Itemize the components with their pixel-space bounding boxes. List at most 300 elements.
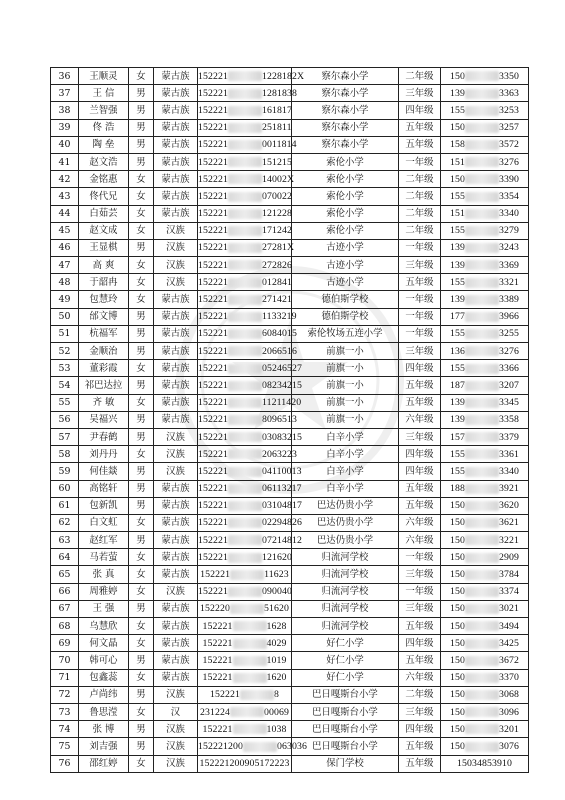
- student-name-cell: 金铭惠: [79, 171, 129, 188]
- id-number-cell: [198, 394, 302, 411]
- phone-cell-prefix: 139: [450, 294, 465, 306]
- id-number-cell: [198, 755, 292, 772]
- id-number-cell-prefix: 152221200905172223: [199, 758, 290, 770]
- ethnicity-cell: 蒙古族: [154, 566, 198, 583]
- school-cell: 索伦小学: [292, 171, 399, 188]
- redaction-blur: [465, 123, 499, 133]
- school-cell: 巴日嘎斯台小学: [292, 721, 399, 738]
- redaction-blur: [228, 123, 262, 133]
- redaction-blur: [228, 106, 262, 116]
- grade-cell: 五年级: [399, 274, 441, 291]
- table-row: [51, 257, 529, 274]
- gender-cell: 女: [129, 68, 154, 85]
- table-row: [51, 102, 529, 119]
- grade-cell: 五年级: [399, 377, 441, 394]
- row-number-cell: 74: [51, 721, 79, 738]
- id-number-cell-prefix: 152221: [198, 465, 228, 477]
- ethnicity-cell: 蒙古族: [154, 85, 198, 102]
- student-name-cell: 周雅婷: [79, 583, 129, 600]
- grade-cell: 四年级: [399, 721, 441, 738]
- phone-cell: [441, 755, 529, 772]
- school-cell: 古迹小学: [292, 257, 399, 274]
- table-row: [51, 153, 529, 170]
- gender-cell: 男: [129, 686, 154, 703]
- student-name-cell: 马若萤: [79, 549, 129, 566]
- phone-cell: [441, 291, 529, 308]
- id-number-cell: [198, 188, 292, 205]
- gender-cell: 女: [129, 618, 154, 635]
- table-row: [51, 738, 529, 755]
- grade-cell: 一年级: [399, 291, 441, 308]
- gender-cell: 男: [129, 480, 154, 497]
- row-number-cell: 57: [51, 428, 79, 445]
- ethnicity-cell: 汉族: [154, 738, 198, 755]
- phone-cell-prefix: 157: [450, 431, 465, 443]
- gender-cell: 女: [129, 514, 154, 531]
- phone-cell: [441, 102, 529, 119]
- row-number-cell: 55: [51, 394, 79, 411]
- student-name-cell: 杭福军: [79, 325, 129, 342]
- redaction-blur: [465, 329, 499, 339]
- student-name-cell: 张 博: [79, 721, 129, 738]
- phone-cell: [441, 377, 529, 394]
- table-row: [51, 377, 529, 394]
- school-cell: 归流河学校: [292, 583, 399, 600]
- redaction-blur: [228, 587, 262, 597]
- student-name-cell: 包慧玲: [79, 291, 129, 308]
- school-cell: 巴日嘎斯台小学: [292, 703, 399, 720]
- id-number-cell-suffix: 151215: [262, 156, 292, 168]
- ethnicity-cell: 蒙古族: [154, 325, 198, 342]
- redaction-blur: [465, 295, 499, 305]
- redaction-blur: [228, 364, 262, 374]
- grade-cell: 五年级: [399, 497, 441, 514]
- phone-cell-prefix: 155: [450, 190, 465, 202]
- phone-cell: [441, 411, 529, 428]
- row-number-cell: 58: [51, 446, 79, 463]
- grade-cell: 二年级: [399, 686, 441, 703]
- id-number-cell-suffix: 271421: [262, 294, 292, 306]
- ethnicity-cell: 蒙古族: [154, 188, 198, 205]
- school-cell: 好仁小学: [292, 669, 399, 686]
- phone-cell-prefix: 155: [450, 448, 465, 460]
- redaction-blur: [465, 707, 499, 717]
- redaction-blur: [228, 192, 262, 202]
- table-row: [51, 755, 529, 772]
- id-number-cell: [198, 411, 297, 428]
- redaction-blur: [465, 209, 499, 219]
- school-cell: 白辛小学: [292, 480, 399, 497]
- redaction-blur: [465, 570, 499, 580]
- gender-cell: 男: [129, 721, 154, 738]
- id-number-cell-suffix: 1038: [266, 723, 287, 735]
- ethnicity-cell: 汉族: [154, 583, 198, 600]
- student-name-cell: 陶 垒: [79, 136, 129, 153]
- phone-cell-prefix: 150: [450, 603, 465, 615]
- id-number-cell-suffix: 012841: [262, 276, 292, 288]
- row-number-cell: 64: [51, 549, 79, 566]
- student-name-cell: 卢尚纬: [79, 686, 129, 703]
- redaction-blur: [228, 381, 262, 391]
- id-number-cell-prefix: 152221: [198, 431, 228, 443]
- phone-cell: [441, 600, 529, 617]
- redaction-blur: [465, 226, 499, 236]
- student-name-cell: 尹春鹤: [79, 428, 129, 445]
- phone-cell-suffix: 3363: [499, 87, 519, 99]
- row-number-cell: 66: [51, 583, 79, 600]
- id-number-cell: [198, 428, 302, 445]
- phone-cell-suffix: 3201: [499, 723, 519, 735]
- id-number-cell-suffix: 2063223: [262, 448, 297, 460]
- phone-cell-prefix: 150: [450, 586, 465, 598]
- row-number-cell: 44: [51, 205, 79, 222]
- phone-cell: [441, 549, 529, 566]
- student-name-cell: 赵文浩: [79, 153, 129, 170]
- student-name-cell: 何佳燚: [79, 463, 129, 480]
- id-number-cell: [198, 652, 292, 669]
- row-number-cell: 36: [51, 68, 79, 85]
- redaction-blur: [233, 621, 267, 631]
- school-cell: 索伦小学: [292, 153, 399, 170]
- redaction-blur: [228, 518, 262, 528]
- table-row: [51, 119, 529, 136]
- redaction-blur: [465, 639, 499, 649]
- redaction-blur: [465, 673, 499, 683]
- school-cell: 归流河学校: [292, 600, 399, 617]
- redaction-blur: [465, 467, 499, 477]
- table-row: [51, 68, 529, 85]
- table-row: [51, 721, 529, 738]
- row-number-cell: 76: [51, 755, 79, 772]
- id-number-cell-prefix: 152221: [198, 190, 228, 202]
- id-number-cell: [198, 497, 302, 514]
- id-number-cell-prefix: 152221: [198, 311, 228, 323]
- school-cell: 归流河学校: [292, 566, 399, 583]
- table-row: [51, 222, 529, 239]
- id-number-cell-suffix: 11211420: [262, 397, 302, 409]
- id-number-cell-prefix: 152221: [202, 723, 233, 735]
- phone-cell: [441, 635, 529, 652]
- gender-cell: 女: [129, 549, 154, 566]
- gender-cell: 男: [129, 85, 154, 102]
- redaction-blur: [230, 604, 264, 614]
- ethnicity-cell: 蒙古族: [154, 308, 198, 325]
- ethnicity-cell: 蒙古族: [154, 549, 198, 566]
- redaction-blur: [465, 278, 499, 288]
- gender-cell: 女: [129, 360, 154, 377]
- table-row: [51, 308, 529, 325]
- gender-cell: 女: [129, 669, 154, 686]
- gender-cell: 男: [129, 239, 154, 256]
- table-row: [51, 669, 529, 686]
- redaction-blur: [230, 707, 264, 717]
- student-name-cell: 赵红军: [79, 532, 129, 549]
- redaction-blur: [228, 553, 262, 563]
- row-number-cell: 70: [51, 652, 79, 669]
- id-number-cell-prefix: 152221: [198, 276, 228, 288]
- id-number-cell-prefix: 152221: [198, 397, 228, 409]
- redaction-blur: [228, 484, 262, 494]
- phone-cell-prefix: 150: [450, 122, 465, 134]
- table-row: [51, 652, 529, 669]
- school-cell: 白辛小学: [292, 446, 399, 463]
- id-number-cell: [198, 532, 302, 549]
- phone-cell-prefix: 15034853910: [457, 758, 512, 770]
- id-number-cell-suffix: 02294826: [262, 517, 302, 529]
- row-number-cell: 56: [51, 411, 79, 428]
- row-number-cell: 63: [51, 532, 79, 549]
- ethnicity-cell: 蒙古族: [154, 205, 198, 222]
- phone-cell-prefix: 150: [450, 551, 465, 563]
- student-name-cell: 金顺治: [79, 343, 129, 360]
- id-number-cell-prefix: 152221: [198, 379, 228, 391]
- row-number-cell: 47: [51, 257, 79, 274]
- grade-cell: 五年级: [399, 480, 441, 497]
- student-name-cell: 鲁思滢: [79, 703, 129, 720]
- ethnicity-cell: 蒙古族: [154, 480, 198, 497]
- gender-cell: 男: [129, 652, 154, 669]
- redaction-blur: [230, 570, 264, 580]
- phone-cell: [441, 566, 529, 583]
- redaction-blur: [228, 278, 262, 288]
- grade-cell: 六年级: [399, 669, 441, 686]
- id-number-cell: [198, 119, 292, 136]
- phone-cell: [441, 325, 529, 342]
- row-number-cell: 67: [51, 600, 79, 617]
- phone-cell-prefix: 155: [450, 104, 465, 116]
- phone-cell-prefix: 155: [450, 362, 465, 374]
- table-row: [51, 635, 529, 652]
- id-number-cell-suffix: 1620: [266, 672, 287, 684]
- phone-cell-prefix: 177: [450, 311, 465, 323]
- row-number-cell: 49: [51, 291, 79, 308]
- phone-cell-prefix: 150: [450, 620, 465, 632]
- phone-cell-prefix: 155: [450, 465, 465, 477]
- phone-cell-prefix: 150: [450, 672, 465, 684]
- phone-cell-suffix: 3784: [499, 569, 519, 581]
- grade-cell: 二年级: [399, 222, 441, 239]
- school-cell: 索伦小学: [292, 222, 399, 239]
- redaction-blur: [233, 656, 267, 666]
- redaction-blur: [465, 312, 499, 322]
- ethnicity-cell: 蒙古族: [154, 136, 198, 153]
- phone-cell: [441, 343, 529, 360]
- school-cell: 巴日嘎斯台小学: [292, 738, 399, 755]
- phone-cell-suffix: 3374: [499, 586, 519, 598]
- gender-cell: 女: [129, 257, 154, 274]
- row-number-cell: 38: [51, 102, 79, 119]
- phone-cell: [441, 686, 529, 703]
- id-number-cell: [198, 738, 307, 755]
- phone-cell: [441, 274, 529, 291]
- id-number-cell: [198, 480, 302, 497]
- school-cell: 前旗一小: [292, 394, 399, 411]
- id-number-cell: [198, 377, 302, 394]
- school-cell: 归流河学校: [292, 549, 399, 566]
- ethnicity-cell: 蒙古族: [154, 514, 198, 531]
- redaction-blur: [465, 604, 499, 614]
- row-number-cell: 54: [51, 377, 79, 394]
- id-number-cell-prefix: 152221: [198, 500, 228, 512]
- student-roster-table: [50, 67, 529, 773]
- phone-cell-suffix: 3021: [499, 603, 519, 615]
- student-name-cell: 张 真: [79, 566, 129, 583]
- id-number-cell: [198, 703, 292, 720]
- row-number-cell: 59: [51, 463, 79, 480]
- row-number-cell: 52: [51, 343, 79, 360]
- ethnicity-cell: 汉族: [154, 257, 198, 274]
- ethnicity-cell: 蒙古族: [154, 635, 198, 652]
- id-number-cell: [198, 514, 302, 531]
- phone-cell-prefix: 150: [450, 569, 465, 581]
- grade-cell: 三年级: [399, 600, 441, 617]
- gender-cell: 女: [129, 755, 154, 772]
- ethnicity-cell: 蒙古族: [154, 153, 198, 170]
- redaction-blur: [228, 329, 262, 339]
- grade-cell: 五年级: [399, 652, 441, 669]
- id-number-cell: [198, 721, 292, 738]
- redaction-blur: [228, 398, 262, 408]
- row-number-cell: 60: [51, 480, 79, 497]
- school-cell: 索伦牧场五连小学: [292, 325, 399, 342]
- student-name-cell: 邵红婷: [79, 755, 129, 772]
- gender-cell: 男: [129, 497, 154, 514]
- phone-cell-prefix: 139: [450, 414, 465, 426]
- ethnicity-cell: 汉族: [154, 755, 198, 772]
- ethnicity-cell: 蒙古族: [154, 343, 198, 360]
- gender-cell: 女: [129, 222, 154, 239]
- redaction-blur: [465, 724, 499, 734]
- student-name-cell: 高铭轩: [79, 480, 129, 497]
- id-number-cell-suffix: 272826: [262, 259, 292, 271]
- phone-cell-suffix: 3621: [499, 517, 519, 529]
- grade-cell: 四年级: [399, 446, 441, 463]
- gender-cell: 女: [129, 635, 154, 652]
- table-row: [51, 463, 529, 480]
- id-number-cell-prefix: 152220: [200, 603, 230, 615]
- redaction-blur: [228, 415, 262, 425]
- gender-cell: 男: [129, 325, 154, 342]
- id-number-cell-prefix: 152221: [198, 328, 228, 340]
- id-number-cell: [198, 618, 292, 635]
- gender-cell: 男: [129, 377, 154, 394]
- grade-cell: 三年级: [399, 703, 441, 720]
- redaction-blur: [233, 724, 267, 734]
- phone-cell: [441, 480, 529, 497]
- id-number-cell-prefix: 152221: [198, 294, 228, 306]
- student-name-cell: 佟代兄: [79, 188, 129, 205]
- phone-cell: [441, 68, 529, 85]
- ethnicity-cell: 蒙古族: [154, 119, 198, 136]
- id-number-cell-prefix: 152221: [198, 242, 228, 254]
- id-number-cell-suffix: 063036: [277, 740, 307, 752]
- phone-cell-prefix: 136: [450, 345, 465, 357]
- school-cell: 索伦小学: [292, 188, 399, 205]
- redaction-blur: [465, 656, 499, 666]
- id-number-cell-prefix: 152221: [198, 551, 228, 563]
- student-name-cell: 王显棋: [79, 239, 129, 256]
- phone-cell-suffix: 3207: [499, 379, 519, 391]
- table-row: [51, 171, 529, 188]
- table-row: [51, 549, 529, 566]
- gender-cell: 女: [129, 583, 154, 600]
- grade-cell: 一年级: [399, 153, 441, 170]
- id-number-cell-suffix: 8: [274, 689, 279, 701]
- phone-cell-suffix: 3390: [499, 173, 519, 185]
- id-number-cell: [198, 257, 292, 274]
- id-number-cell: [198, 239, 295, 256]
- phone-cell: [441, 703, 529, 720]
- row-number-cell: 45: [51, 222, 79, 239]
- ethnicity-cell: 汉族: [154, 463, 198, 480]
- school-cell: 察尔森小学: [292, 102, 399, 119]
- id-number-cell: [198, 136, 297, 153]
- school-cell: 好仁小学: [292, 652, 399, 669]
- phone-cell-suffix: 2909: [499, 551, 519, 563]
- id-number-cell-suffix: 171242: [262, 225, 292, 237]
- id-number-cell-prefix: 152221: [198, 345, 228, 357]
- grade-cell: 五年级: [399, 119, 441, 136]
- redaction-blur: [465, 621, 499, 631]
- phone-cell-prefix: 155: [450, 225, 465, 237]
- school-cell: 察尔森小学: [292, 68, 399, 85]
- grade-cell: 二年级: [399, 171, 441, 188]
- phone-cell-suffix: 3096: [499, 706, 519, 718]
- table-row: [51, 686, 529, 703]
- id-number-cell-suffix: 070022: [262, 190, 292, 202]
- id-number-cell-prefix: 152221: [198, 225, 228, 237]
- phone-cell-suffix: 3966: [499, 311, 519, 323]
- gender-cell: 男: [129, 308, 154, 325]
- phone-cell-suffix: 3350: [499, 70, 519, 82]
- phone-cell: [441, 738, 529, 755]
- id-number-cell-prefix: 152221: [202, 654, 233, 666]
- id-number-cell-prefix: 152221200: [198, 740, 243, 752]
- row-number-cell: 37: [51, 85, 79, 102]
- table-row: [51, 274, 529, 291]
- redaction-blur: [465, 106, 499, 116]
- student-name-cell: 吴福兴: [79, 411, 129, 428]
- table-row: [51, 703, 529, 720]
- id-number-cell-suffix: 161817: [262, 104, 292, 116]
- ethnicity-cell: 汉族: [154, 274, 198, 291]
- id-number-cell-suffix: 1281838: [262, 87, 297, 99]
- phone-cell-prefix: 150: [450, 500, 465, 512]
- row-number-cell: 40: [51, 136, 79, 153]
- ethnicity-cell: 汉族: [154, 721, 198, 738]
- id-number-cell-suffix: 1228182X: [262, 70, 305, 82]
- id-number-cell-suffix: 11623: [264, 569, 289, 581]
- gender-cell: 男: [129, 153, 154, 170]
- phone-cell: [441, 188, 529, 205]
- phone-cell-suffix: 3361: [499, 448, 519, 460]
- id-number-cell-suffix: 03083215: [262, 431, 302, 443]
- grade-cell: 四年级: [399, 102, 441, 119]
- school-cell: 察尔森小学: [292, 119, 399, 136]
- redaction-blur: [465, 484, 499, 494]
- phone-cell-prefix: 150: [450, 740, 465, 752]
- phone-cell-prefix: 150: [450, 517, 465, 529]
- student-name-cell: 齐 敏: [79, 394, 129, 411]
- row-number-cell: 39: [51, 119, 79, 136]
- id-number-cell: [198, 446, 297, 463]
- school-cell: 察尔森小学: [292, 136, 399, 153]
- phone-cell: [441, 446, 529, 463]
- id-number-cell-prefix: 152221: [198, 586, 228, 598]
- redaction-blur: [233, 639, 267, 649]
- gender-cell: 女: [129, 188, 154, 205]
- id-number-cell-prefix: 152221: [198, 70, 228, 82]
